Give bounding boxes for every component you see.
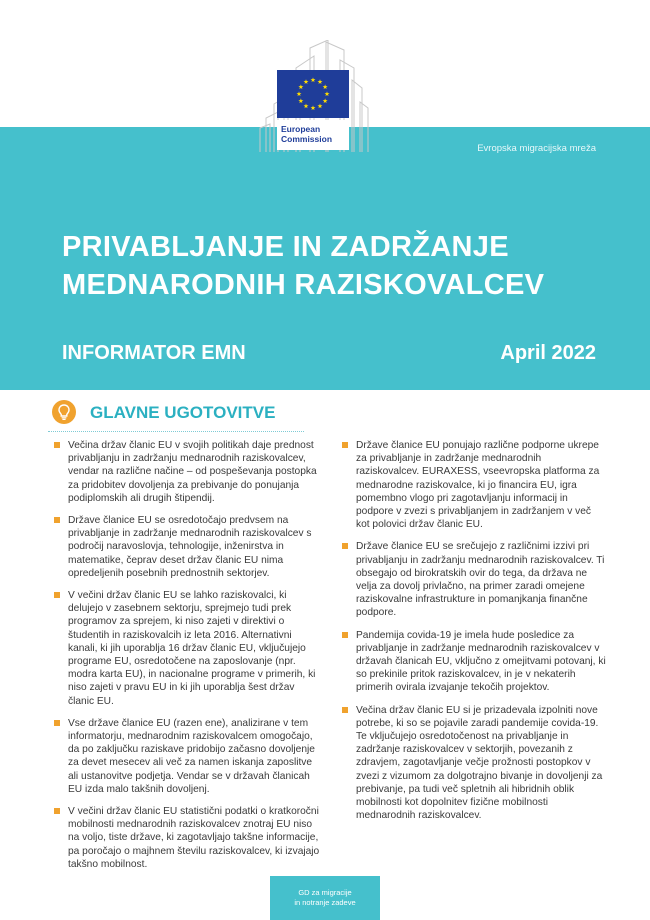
title-line-2: MEDNARODNIH RAZISKOVALCEV <box>62 269 545 301</box>
list-item-text: Večina držav članic EU si je prizadevala izpolniti nove potrebe, ki so se pojavile zaradi pandemije covida-19. Te vključujejo osredotočenost na privabljanje in zadržanje raziskovalcev v sektorjih, povezanih z zdravjem, zagotavljanje večje prožnosti postopkov v zvezi z vizumom za dolgotrajno bivanje in dovoljenji za prebivanje, pa tudi več spletnih ali hibridnih oblik mobilnosti kot dopolnitev fizične mobilnosti mednarodnih raziskovalcev. <box>356 704 603 822</box>
bullet-square-icon <box>54 517 60 523</box>
list-item-text: Večina držav članic EU v svojih politikah daje prednost privabljanju in zadržanju mednarodnih raziskovalcev, vendar na različne načine – od pospeševanja postopka za pridobitev dovoljenja za prebivanje do ponujanja podiplomskih ali drugih štipendij. <box>68 440 317 504</box>
list-item-text: Države članice EU ponujajo različne podporne ukrepe za privabljanje in zadržanje mednarodnih raziskovalcev. EURAXESS, vseevropska platforma za mednarodne raziskovalce, ki jo financira EU, igra pomembno vlogo pri zagotavljanju informacij in podpore v zvezi s privabljanjem in zadržanjem v več kot polovici držav članic EU. <box>356 440 600 531</box>
bullet-square-icon <box>342 632 348 638</box>
list-item-text: Vse države članice EU (razen ene), analizirane v tem informatorju, mednarodnim raziskovalcem omogočajo, da po zaključku raziskave pridobijo začasno dovoljenje za devet mesecev ali več za namen iskanja zaposlitve ali ustanovitve podjetja. Vendar se v državah članicah EU izda malo takšnih dovoljenj. <box>68 717 315 795</box>
eu-star-icon <box>311 105 316 110</box>
list-item <box>52 717 320 796</box>
eu-stars-icon <box>277 70 349 118</box>
list-item-text: Pandemija covida-19 je imela hude posledice za privabljanje in zadržanje mednarodnih raziskovalcev v državah članicah EU, vključno z omejitvami potovanj, ki so prekinile pritok raziskovalcev, in je v nekaterih primerih ovirala izvajanje tekočih projektov. <box>356 629 606 694</box>
eu-star-icon <box>323 98 328 103</box>
logo-line-2: Commission <box>281 134 333 144</box>
eu-star-icon <box>325 91 330 96</box>
subtitle: INFORMATOR EMN <box>62 342 246 364</box>
european-commission-logo <box>277 120 349 150</box>
bullet-square-icon <box>54 720 60 726</box>
eu-star-icon <box>318 104 323 109</box>
list-item <box>52 589 320 708</box>
eu-star-icon <box>304 79 309 84</box>
footer-line-2: in notranje zadeve <box>294 898 356 907</box>
eu-star-icon <box>318 79 323 84</box>
list-item <box>340 704 606 823</box>
eu-star-icon <box>304 104 309 109</box>
bullet-square-icon <box>54 592 60 598</box>
section-divider <box>48 431 304 432</box>
bullet-square-icon <box>342 707 348 713</box>
lightbulb-icon <box>52 400 76 424</box>
eu-star-icon <box>298 84 303 89</box>
footer-badge <box>270 876 380 920</box>
list-item-text: V večini držav članic EU se lahko raziskovalci, ki delujejo v zasebnem sektorju, sprejmejo tudi prek programov za sprejem, ki niso zajeti v direktivi o študentih in raziskovalcih iz leta 2016. Alternativni kanali, ki jih uporablja 16 držav članic EU, vključujejo programe EU, osredotočene na zaposlovanje (npr. modra karta EU), in nacionalne programe v primerih, ki niso zajeti v pravu EU in ki jih uporablja šest držav članic EU. <box>68 590 316 707</box>
findings-list-left <box>52 439 320 880</box>
bullet-square-icon <box>342 442 348 448</box>
list-item <box>52 805 320 871</box>
bullet-square-icon <box>342 543 348 549</box>
logo-line-1: European <box>281 124 321 134</box>
section-title: GLAVNE UGOTOVITVE <box>90 403 276 422</box>
eu-star-icon <box>298 98 303 103</box>
list-item <box>52 514 320 580</box>
eu-star-icon <box>311 77 316 82</box>
list-item <box>340 540 606 619</box>
publication-date: April 2022 <box>500 342 596 364</box>
list-item-text: Države članice EU se srečujejo z različnimi izzivi pri privabljanju in zadržanju mednarodnih raziskovalcev. Ti obsegajo od birokratskih ovir do tega, da država ne velja za dovolj privlačno, na primer zaradi omejene raziskovalne infrastrukture in pomanjkanja finančne podpore. <box>356 541 605 619</box>
eu-flag <box>277 70 349 118</box>
page-title <box>62 228 602 304</box>
bullet-square-icon <box>54 808 60 814</box>
eu-star-icon <box>323 84 328 89</box>
footer-line-1: GD za migracije <box>298 888 352 897</box>
findings-list-right <box>340 439 606 831</box>
header-banner <box>0 0 650 390</box>
list-item <box>52 439 320 505</box>
list-item-text: Države članice EU se osredotočajo predvsem na privabljanje in zadržanje mednarodnih raziskovalcev s področij naravoslovja, tehnologije, inženirstva in matematike, čeprav deset držav članic EU nima opredeljenih posebnih prednostnih sektorjev. <box>68 515 312 579</box>
bullet-square-icon <box>54 442 60 448</box>
list-item <box>340 439 606 531</box>
title-line-1: PRIVABLJANJE IN ZADRŽANJE <box>62 231 509 263</box>
list-item-text: V večini držav članic EU statistični podatki o kratkoročni mobilnosti mednarodnih raziskovalcev znotraj EU niso na voljo, tiste države, ki zagotavljajo takšne informacije, pa poročajo o majhnem številu raziskovalcev, ki izvajajo takšno mobilnost. <box>68 806 320 870</box>
network-label: Evropska migracijska mreža <box>477 143 596 154</box>
list-item <box>340 629 606 695</box>
eu-star-icon <box>297 91 302 96</box>
